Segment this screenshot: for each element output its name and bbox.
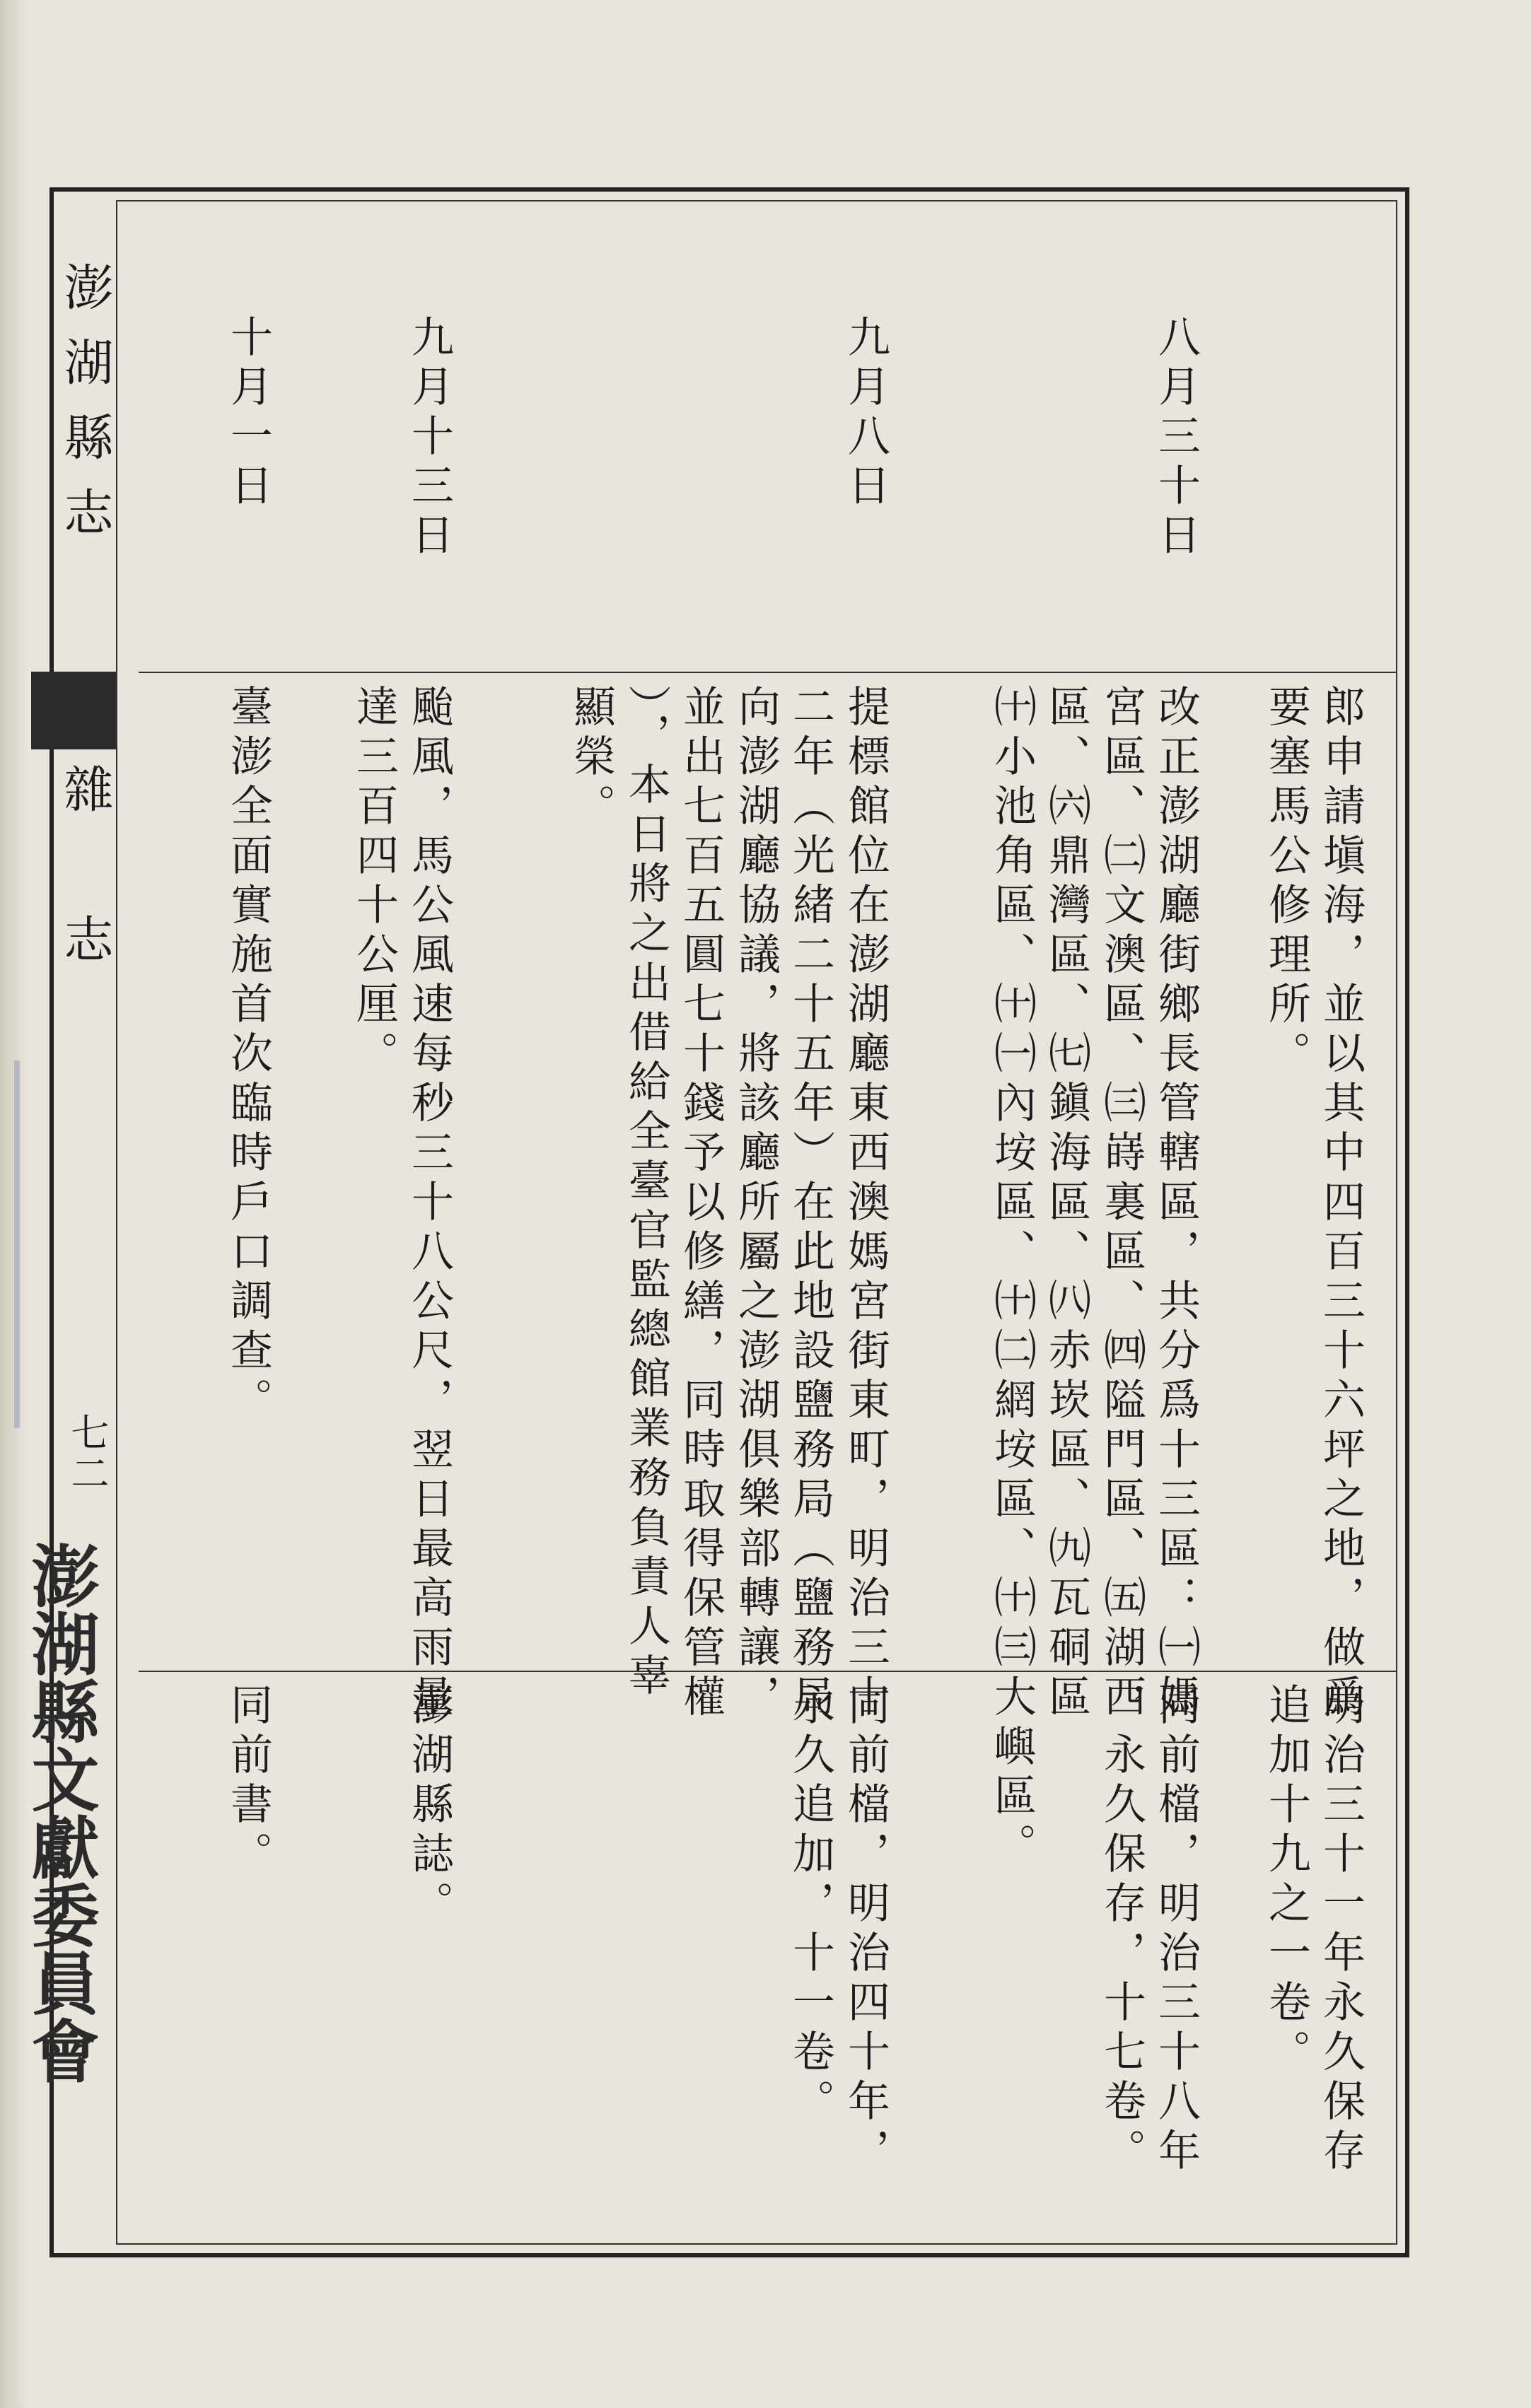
page-number: 七二 [65, 1413, 110, 1495]
source-line: 明治三十一年永久保存 [1316, 1683, 1366, 2178]
event-line: 向澎湖廳協議，將該廳所屬之澎湖俱樂部轉讓， [731, 684, 781, 1724]
source-line: 同前書。 [223, 1683, 273, 1881]
event-line: 颱風，馬公風速每秒三十八公尺，翌日最高雨量 [404, 684, 454, 1724]
event-line: 並出七百五圓七十錢予以修繕，同時取得保管權 [676, 684, 726, 1724]
event-line: 要塞馬公修理所。 [1262, 684, 1311, 1080]
entry-date: 八月三十日 [1151, 315, 1201, 562]
source-line: 同前檔，明治三十八年 [1151, 1683, 1201, 2178]
entry-date: 九月八日 [841, 315, 890, 513]
margin-divider-band [31, 672, 116, 749]
date-column-divider [139, 672, 1397, 673]
source-line: 永久追加，十一卷。 [786, 1683, 835, 2128]
event-line: 改正澎湖廳街鄉長管轄區，共分爲十三區：㈠媽 [1151, 684, 1201, 1724]
entry-date: 十月一日 [223, 315, 273, 513]
event-line: 提標館位在澎湖廳東西澳媽宮街東町，明治三十 [841, 684, 890, 1724]
event-line: 宮區、㈡文澳區、㈢嵵裏區、㈣隘門區、㈤湖西 [1097, 684, 1146, 1724]
event-line: 臺澎全面實施首次臨時戶口調查。 [223, 684, 273, 1427]
event-line: 達三百四十公厘。 [349, 684, 399, 1080]
section-title: 雜 志 [56, 764, 114, 988]
event-line: 二年（光緒二十五年）在此地設鹽務局（鹽務局 [786, 684, 835, 1724]
event-line: ㈩小池角區、㈩㈠內垵區、㈩㈡網垵區、㈩㈢大嶼區。 [987, 684, 1037, 1872]
event-line: 區、㈥鼎灣區、㈦鎭海區、㈧赤崁區、㈨瓦硐區 [1042, 684, 1091, 1724]
source-line: 澎湖縣誌。 [404, 1683, 454, 1930]
publisher-imprint: 澎湖縣文獻委員會 [21, 1541, 100, 2084]
event-line: 郎申請塡海，並以其中四百三十六坪之地，做爲 [1316, 684, 1366, 1724]
source-line: ，永久保存，十七卷。 [1097, 1683, 1146, 2178]
source-line: 同前檔，明治四十年， [841, 1683, 890, 2178]
book-title: 澎湖縣志 [56, 262, 114, 561]
event-line: ），本日將之出借給全臺官監總館業務負責人辜 [622, 684, 671, 1702]
event-line: 顯榮。 [566, 684, 616, 833]
entry-date: 九月十三日 [404, 315, 454, 562]
source-line: 追加十九之一卷。 [1262, 1683, 1311, 2079]
